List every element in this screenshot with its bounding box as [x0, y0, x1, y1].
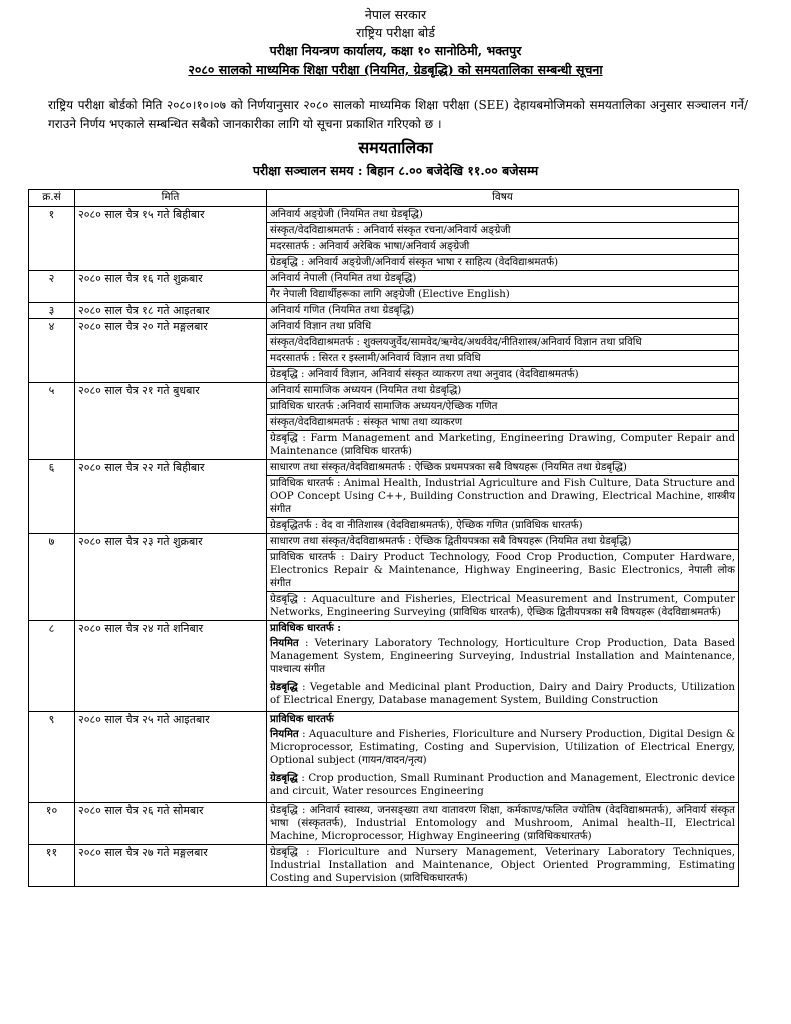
- subject-part-tag: ग्रेडबृद्धि: [270, 681, 298, 693]
- subject-line: अनिवार्य गणित (नियमित तथा ग्रेडबृद्धि): [270, 305, 415, 316]
- exam-date: २०८० साल चैत्र १८ गते आइतबार: [75, 303, 267, 319]
- subject-line: ग्रेडबृद्धि : अनिवार्य विज्ञान, अनिवार्य संस्कृत व्याकरण तथा अनुवाद (वेदविद्याश्रमतर्फ): [267, 366, 738, 382]
- subject-line: अनिवार्य अङ्ग्रेजी (नियमित तथा ग्रेडबृद्धि): [270, 209, 423, 220]
- subject-line: प्राविधिक धारतर्फ : Dairy Product Technology, Food Crop Production, Computer Hardware, Electronics Repair & Maintenance, Highway Engineering, Basic Electronics, नेपाली लोक संगीत: [267, 549, 738, 591]
- exam-date: २०८० साल चैत्र २१ गते बुधबार: [75, 383, 267, 460]
- subject-part-text: : Veterinary Laboratory Technology, Horticulture Crop Production, Data Based Management System, Engineering Surveying, Industrial Installation and Maintenance, पाश्चात्य संगीत: [270, 638, 736, 675]
- serial-number: १: [29, 207, 75, 271]
- subject-line: प्राविधिक धारतर्फ : Animal Health, Industrial Agriculture and Fish Culture, Data Structure and OOP Concept Using C++, Building Construction and Drawing, Electrical Machine, शास्त्रीय संगीत: [267, 475, 738, 517]
- subject-cell: [267, 460, 739, 534]
- subject-part: [270, 680, 735, 711]
- timetable-header-row: [29, 190, 739, 207]
- serial-number: ३: [29, 303, 75, 319]
- subject-line: ग्रेडबृद्धि : Floriculture and Nursery Management, Veterinary Laboratory Techniques, Industrial Installation and Maintenance, Object Oriented Programming, Estimating Costing and Supervision (प्राविधिकधारतर्फ): [270, 847, 735, 884]
- exam-date: २०८० साल चैत्र २४ गते शनिबार: [75, 621, 267, 712]
- table-row: [29, 271, 739, 303]
- table-row: [29, 207, 739, 271]
- subject-part: [270, 727, 735, 771]
- serial-number: ५: [29, 383, 75, 460]
- col-header-subject: विषय: [267, 190, 739, 207]
- serial-number: ११: [29, 845, 75, 887]
- office-address: परीक्षा नियन्त्रण कार्यालय, कक्षा १० सानोठिमी, भक्तपुर: [269, 43, 522, 58]
- serial-number: १०: [29, 803, 75, 845]
- subject-part: [270, 636, 735, 680]
- subject-cell: [267, 621, 739, 712]
- subject-cell: [267, 303, 739, 319]
- subject-cell: [267, 383, 739, 460]
- exam-date: २०८० साल चैत्र २० गते मङ्गलबार: [75, 319, 267, 383]
- exam-date: २०८० साल चैत्र २५ गते आइतबार: [75, 712, 267, 803]
- subject-cell: [267, 534, 739, 621]
- table-row: [29, 303, 739, 319]
- subject-part-text: : Vegetable and Medicinal plant Production, Dairy and Dairy Products, Utilization of Electrical Energy, Database management System, Building Construction: [270, 682, 735, 706]
- table-row: [29, 383, 739, 460]
- table-row: [29, 845, 739, 887]
- table-row: [29, 621, 739, 712]
- exam-date: २०८० साल चैत्र २७ गते मङ्गलबार: [75, 845, 267, 887]
- serial-number: ७: [29, 534, 75, 621]
- subject-line: साधारण तथा संस्कृत/वेदविद्याश्रमतर्फ : ऐच्छिक द्वितीयपत्रका सबै विषयहरू (नियमित तथा ग्रेडबृद्धि): [270, 536, 632, 547]
- schedule-title: समयतालिका: [358, 138, 433, 157]
- subject-part: [270, 771, 735, 802]
- subject-line: ग्रेडबृद्धितर्फ : वेद वा नीतिशास्त्र (वेदविद्याश्रमतर्फ), ऐच्छिक गणित (प्राविधिक धारतर्फ): [267, 517, 738, 533]
- subject-part-text: : Aquaculture and Fisheries, Floriculture and Nursery Production, Digital Design & Microprocessor, Estimating, Costing and Supervision, Utilization of Electrical Energy, Optional subject (गायन/वादन/नृत्य): [270, 729, 735, 766]
- table-row: [29, 319, 739, 383]
- timetable: [28, 189, 739, 887]
- subject-line: ग्रेडबृद्धि : अनिवार्य अङ्ग्रेजी/अनिवार्य संस्कृत भाषा र साहित्य (वेदविद्याश्रमतर्फ): [267, 254, 738, 270]
- table-row: [29, 712, 739, 803]
- subject-line: मदरसातर्फ : सिरत र इस्लामी/अनिवार्य विज्ञान तथा प्रविधि: [267, 350, 738, 366]
- serial-number: ४: [29, 319, 75, 383]
- notice-title: २०८० सालको माध्यमिक शिक्षा परीक्षा (नियमित, ग्रेडबृद्धि) को समयतालिका सम्बन्धी सूचना: [188, 62, 603, 77]
- subject-line: ग्रेडबृद्धि : Aquaculture and Fisheries, Electrical Measurement and Instrument, Computer Networks, Engineering Surveying (प्राविधिक धारतर्फ), ऐच्छिक द्वितीयपत्रका सबै विषयहरू (वेदविद्याश्रमतर्फ): [267, 591, 738, 620]
- subject-line: अनिवार्य नेपाली (नियमित तथा ग्रेडबृद्धि): [270, 273, 417, 284]
- subject-line: ग्रेडबृद्धि : अनिवार्य स्वास्थ्य, जनसङ्ख्या तथा वातावरण शिक्षा, कर्मकाण्ड/फलित ज्योतिष (वेदविद्याश्रमतर्फ), अनिवार्य संस्कृत भाषा (संस्कृततर्फ), Industrial Entomology and Mushroom, Animal health–II, Electrical Machine, Microprocessor, Highway Engineering (प्राविधिकधारतर्फ): [270, 805, 735, 842]
- subject-cell: [267, 803, 739, 845]
- table-row: [29, 803, 739, 845]
- subject-line: मदरसातर्फ : अनिवार्य अरेबिक भाषा/अनिवार्य अङ्ग्रेजी: [267, 238, 738, 254]
- subject-heading: प्राविधिक धारतर्फ: [270, 713, 334, 725]
- board-name: राष्ट्रिय परीक्षा बोर्ड: [356, 25, 435, 40]
- subject-line: साधारण तथा संस्कृत/वेदविद्याश्रमतर्फ : ऐच्छिक प्रथमपत्रका सबै विषयहरू (नियमित तथा ग्रेडबृद्धि): [270, 462, 627, 473]
- exam-date: २०८० साल चैत्र २२ गते बिहीबार: [75, 460, 267, 534]
- exam-date: २०८० साल चैत्र २६ गते सोमबार: [75, 803, 267, 845]
- subject-part-tag: नियमित: [270, 637, 299, 649]
- subject-line: अनिवार्य सामाजिक अध्ययन (नियमित तथा ग्रेडबृद्धि): [270, 385, 462, 396]
- subject-cell: [267, 319, 739, 383]
- subject-line: संस्कृत/वेदविद्याश्रमतर्फ : संस्कृत भाषा तथा व्याकरण: [267, 414, 738, 430]
- subject-line: संस्कृत/वेदविद्याश्रमतर्फ : शुक्लयजुर्वेद/सामवेद/ऋग्वेद/अथर्ववेद/नीतिशास्त्र/अनिवार्य विज्ञान तथा प्रविधि: [267, 334, 738, 350]
- subject-cell: [267, 845, 739, 887]
- subject-line: प्राविधिक धारतर्फ :अनिवार्य सामाजिक अध्ययन/ऐच्छिक गणित: [267, 398, 738, 414]
- subject-line: अनिवार्य विज्ञान तथा प्रविधि: [270, 321, 372, 332]
- serial-number: २: [29, 271, 75, 303]
- table-row: [29, 460, 739, 534]
- subject-cell: [267, 271, 739, 303]
- subject-part-text: : Crop production, Small Ruminant Production and Management, Electronic device and circuit, Water resources Engineering: [270, 773, 735, 797]
- table-row: [29, 534, 739, 621]
- subject-heading: प्राविधिक धारतर्फ :: [270, 622, 342, 634]
- exam-date: २०८० साल चैत्र १६ गते शुक्रबार: [75, 271, 267, 303]
- exam-time: परीक्षा सञ्चालन समय : बिहान ८.०० बजेदेखि ११.०० बजेसम्म: [252, 163, 539, 178]
- subject-part-tag: ग्रेडबृद्धि: [270, 772, 298, 784]
- serial-number: ९: [29, 712, 75, 803]
- col-header-sn: क्र.सं: [29, 190, 75, 207]
- exam-date: २०८० साल चैत्र २३ गते शुक्रबार: [75, 534, 267, 621]
- subject-part-tag: नियमित: [270, 728, 299, 740]
- government-name: नेपाल सरकार: [364, 7, 427, 22]
- exam-date: २०८० साल चैत्र १५ गते बिहीबार: [75, 207, 267, 271]
- subject-cell: [267, 712, 739, 803]
- subject-line: ग्रेडबृद्धि : Farm Management and Marketing, Engineering Drawing, Computer Repair and Maintenance (प्राविधिक धारतर्फ): [267, 430, 738, 459]
- subject-line: संस्कृत/वेदविद्याश्रमतर्फ : अनिवार्य संस्कृत रचना/अनिवार्य अङ्ग्रेजी: [267, 222, 738, 238]
- col-header-date: मिति: [75, 190, 267, 207]
- serial-number: ६: [29, 460, 75, 534]
- subject-line: गैर नेपाली विद्यार्थीहरूका लागि अङ्ग्रेजी (Elective English): [267, 286, 738, 302]
- intro-paragraph: राष्ट्रिय परीक्षा बोर्डको मिति २०८०।१०।०७ को निर्णयानुसार २०८० सालको माध्यमिक शिक्षा परीक्षा (SEE) देहायबमोजिमको समयतालिका अनुसार सञ्चालन गर्ने/गराउने निर्णय भएकाले सम्बन्धित सबैको जानकारीका लागि यो सूचना प्रकाशित गरिएको छ ।: [48, 98, 748, 131]
- serial-number: ८: [29, 621, 75, 712]
- subject-cell: [267, 207, 739, 271]
